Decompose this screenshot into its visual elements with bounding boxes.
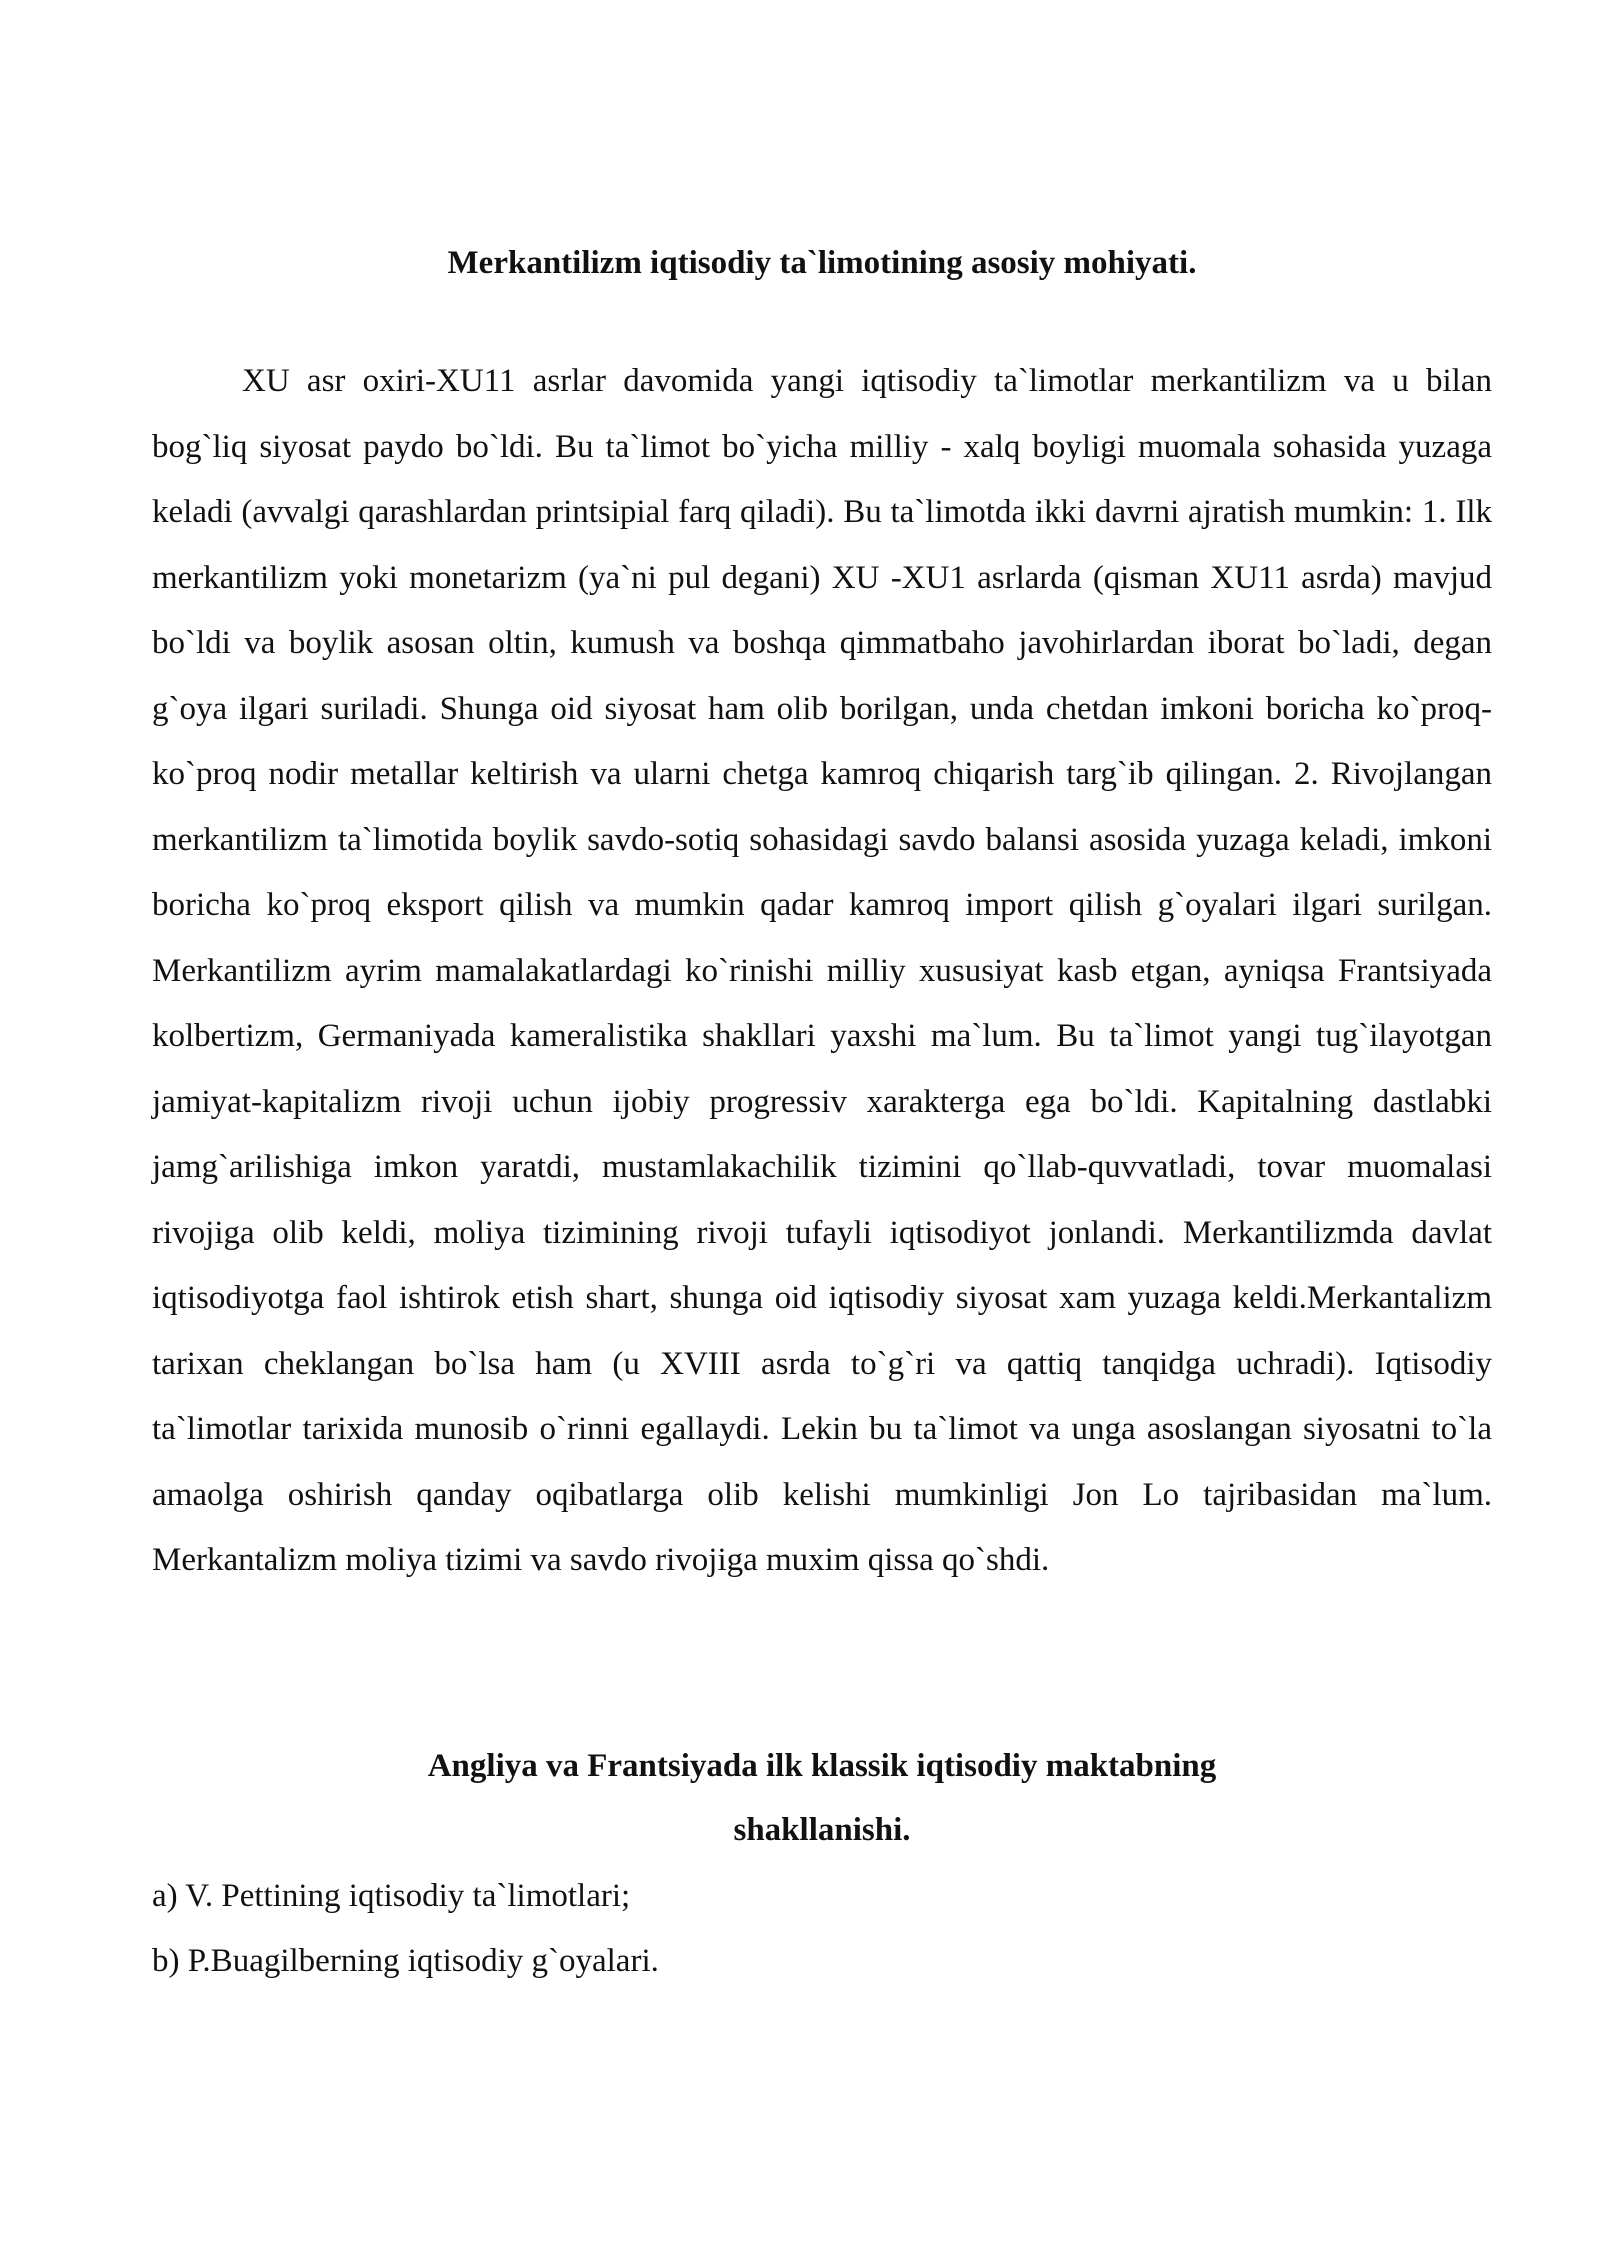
section-title-classical-school: [152, 1734, 1492, 1862]
list-item: a) V. Pettining iqtisodiy ta`limotlari;: [152, 1877, 631, 1914]
topic-list: [152, 1864, 1492, 1994]
section-classical-school: [152, 1734, 1492, 1994]
section-mercantilism: [152, 238, 1492, 1594]
section-title-mercantilism: Merkantilizm iqtisodiy ta`limotining asosiy mohiyati.: [447, 245, 1197, 281]
section-title-line-2: shakllanishi.: [733, 1811, 911, 1848]
body-paragraph: XU asr oxiri-XU11 asrlar davomida yangi iqtisodiy ta`limotlar merkantilizm va u bilan bog`liq siyosat paydo bo`ldi. Bu ta`limot bo`yicha milliy - xalq boyligi muomala sohasida yuzaga keladi (avvalgi qarashlardan printsipial farq qiladi). Bu ta`limotda ikki davrni ajratish mumkin: 1. Ilk merkantilizm yoki monetarizm (ya`ni pul degani) XU -XU1 asrlarda (qisman XU11 asrda) mavjud bo`ldi va boylik asosan oltin, kumush va boshqa qimmatbaho javohirlardan iborat bo`ladi, degan g`oya ilgari suriladi. Shunga oid siyosat ham olib borilgan, unda chetdan imkoni boricha ko`proq-ko`proq nodir metallar keltirish va ularni chetga kamroq chiqarish targ`ib qilingan. 2. Rivojlangan merkantilizm ta`limotida boylik savdo-sotiq sohasidagi savdo balansi asosida yuzaga keladi, imkoni boricha ko`proq eksport qilish va mumkin qadar kamroq import qilish g`oyalari ilgari surilgan. Merkantilizm ayrim mamalakatlardagi ko`rinishi milliy xususiyat kasb etgan, ayniqsa Frantsiyada kolbertizm, Germaniyada kameralistika shakllari yaxshi ma`lum. Bu ta`limot yangi tug`ilayotgan jamiyat-kapitalizm rivoji uchun ijobiy progressiv xarakterga ega bo`ldi. Kapitalning dastlabki jamg`arilishiga imkon yaratdi, mustamlakachilik tizimini qo`llab-quvvatladi, tovar muomalasi rivojiga olib keldi, moliya tizimining rivoji tufayli iqtisodiyot jonlandi. Merkantilizmda davlat iqtisodiyotga faol ishtirok etish shart, shunga oid iqtisodiy siyosat xam yuzaga keldi.Merkantalizm tarixan cheklangan bo`lsa ham (u XVIII asrda to`g`ri va qattiq tanqidga uchradi). Iqtisodiy ta`limotlar tarixida munosib o`rinni egallaydi. Lekin bu ta`limot va unga asoslangan siyosatni to`la amaolga oshirish qanday oqibatlarga olib kelishi mumkinligi Jon Lo tajribasidan ma`lum. Merkantalizm moliya tizimi va savdo rivojiga muxim qissa qo`shdi.: [152, 363, 1492, 1578]
document-content: [152, 238, 1492, 1994]
list-item: b) P.Buagilberning iqtisodiy g`oyalari.: [152, 1942, 659, 1979]
section-title-line-1: Angliya va Frantsiyada ilk klassik iqtisodiy maktabning: [427, 1747, 1217, 1784]
